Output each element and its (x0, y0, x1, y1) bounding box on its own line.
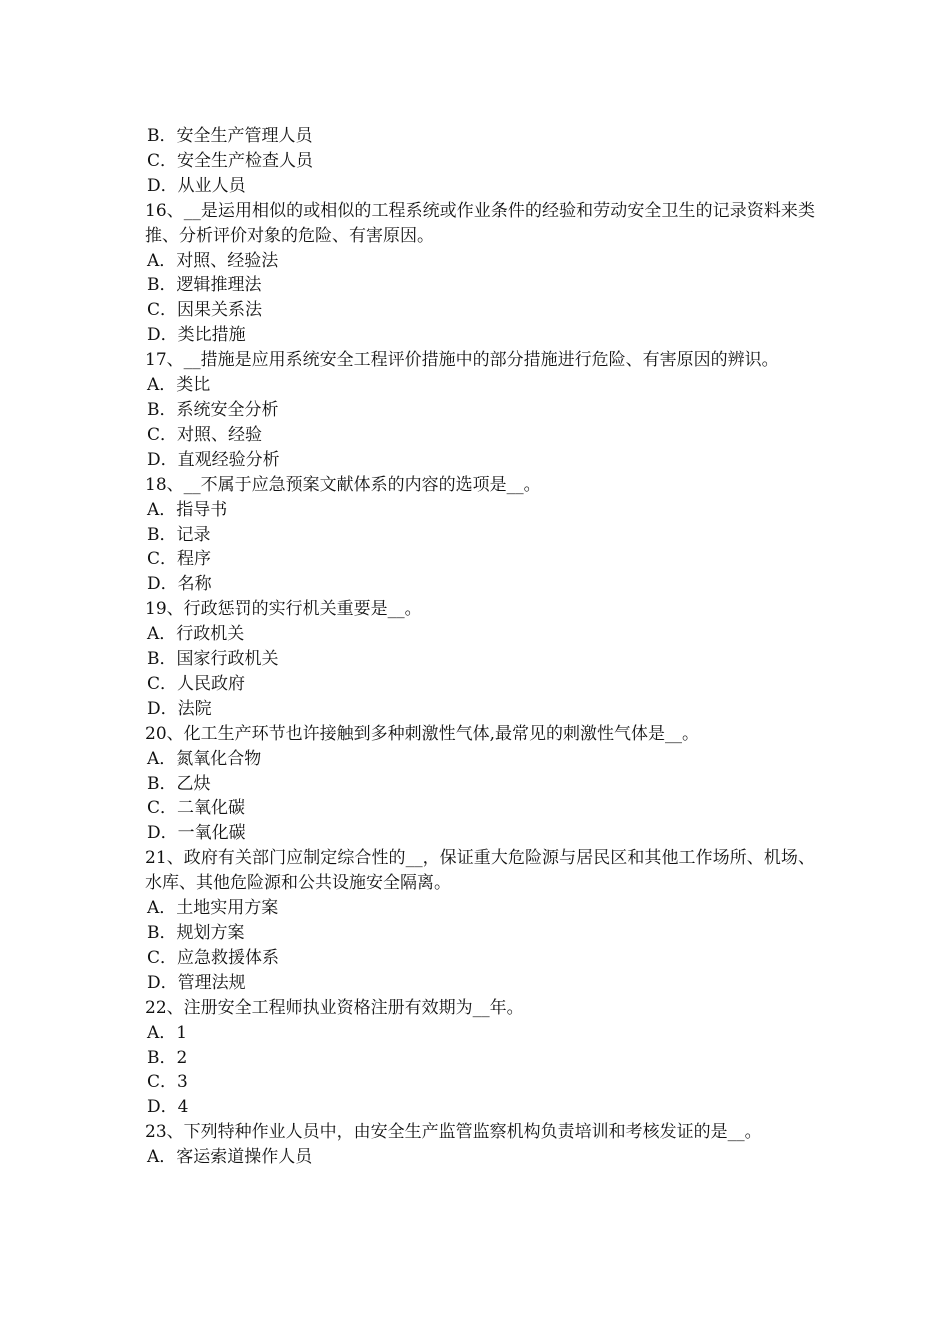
question-stem: 21、政府有关部门应制定综合性的__，保证重大危险源与居民区和其他工作场所、机场、水库、其他危险源和公共设施安全隔离。 (145, 848, 815, 894)
option-b: B．记录 (147, 524, 211, 545)
option-d: D．类比措施 (147, 325, 246, 346)
question-stem: 23、下列特种作业人员中，由安全生产监管监察机构负责培训和考核发证的是__。 (145, 1122, 762, 1143)
option-a: A．氮氧化合物 (147, 748, 262, 769)
question-17 (145, 348, 815, 473)
question-stem: 16、__是运用相似的或相似的工程系统或作业条件的经验和劳动安全卫生的记录资料来类推、分析评价对象的危险、有害原因。 (145, 200, 815, 246)
option-d: D．名称 (147, 574, 212, 595)
question-16 (145, 199, 815, 348)
option-d: D．从业人员 (147, 175, 246, 196)
option-a: A．类比 (147, 375, 211, 396)
option-d: D．4 (147, 1097, 189, 1118)
option-b: B．国家行政机关 (147, 649, 279, 670)
option-a: A．客运索道操作人员 (147, 1147, 313, 1168)
option-a: A．1 (147, 1022, 188, 1043)
document-page (145, 124, 815, 1170)
option-c: C．安全生产检查人员 (147, 150, 314, 171)
option-c: C．人民政府 (147, 673, 246, 694)
question-21 (145, 846, 815, 995)
option-c: C．二氧化碳 (147, 798, 246, 819)
option-b: B．安全生产管理人员 (147, 126, 313, 146)
option-d: D．一氧化碳 (147, 823, 246, 844)
option-b: B．逻辑推理法 (147, 275, 262, 296)
question-stem: 20、化工生产环节也许接触到多种刺激性气体,最常见的刺激性气体是__。 (145, 723, 700, 744)
option-d: D．管理法规 (147, 972, 246, 993)
option-c: C．应急救援体系 (147, 947, 280, 968)
option-d: D．法院 (147, 698, 212, 719)
option-d: D．直观经验分析 (147, 449, 280, 470)
option-c: C．3 (147, 1072, 188, 1093)
option-c: C．程序 (147, 549, 212, 570)
question-18 (145, 473, 815, 598)
question-19 (145, 597, 815, 722)
option-c: C．因果关系法 (147, 300, 263, 321)
option-a: A．行政机关 (147, 624, 245, 645)
question-stem: 19、行政惩罚的实行机关重要是__。 (145, 599, 422, 620)
option-b: B．乙炔 (147, 773, 211, 794)
option-b: B．规划方案 (147, 923, 245, 943)
question-23 (145, 1120, 815, 1170)
question-20 (145, 722, 815, 847)
option-b: B．系统安全分析 (147, 399, 279, 420)
question-stem: 18、__不属于应急预案文献体系的内容的选项是__。 (145, 474, 541, 495)
question-stem: 17、__措施是应用系统安全工程评价措施中的部分措施进行危险、有害原因的辨识。 (145, 350, 779, 371)
question-22 (145, 996, 815, 1121)
option-c: C．对照、经验 (147, 424, 263, 445)
option-a: A．指导书 (147, 499, 228, 520)
question-stem: 22、注册安全工程师执业资格注册有效期为__年。 (145, 997, 524, 1018)
option-a: A．对照、经验法 (147, 250, 279, 271)
option-a: A．土地实用方案 (147, 898, 279, 919)
option-b: B．2 (147, 1047, 188, 1068)
